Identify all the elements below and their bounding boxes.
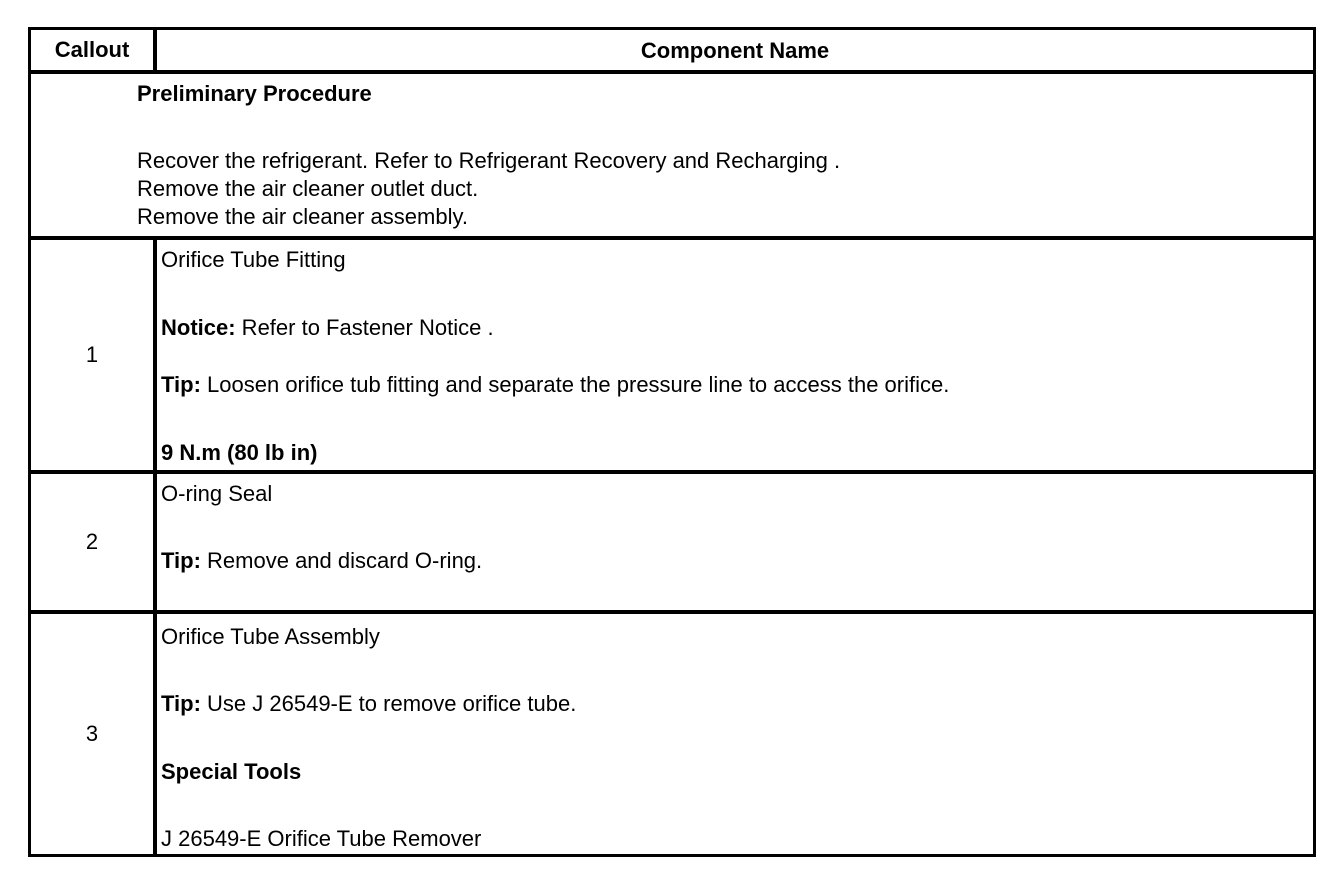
preliminary-title: Preliminary Procedure xyxy=(137,81,372,106)
torque-spec: 9 N.m (80 lb in) xyxy=(161,440,318,465)
callout-number: 1 xyxy=(85,342,99,367)
column-divider xyxy=(153,240,157,470)
preliminary-step: Recover the refrigerant. Refer to Refrigerant Recovery and Recharging . xyxy=(137,148,841,173)
tip-label: Tip: xyxy=(161,548,201,573)
tip-text: Remove and discard O-ring. xyxy=(200,548,483,573)
header-divider xyxy=(153,30,157,70)
header-component-name: Component Name xyxy=(640,38,830,63)
component-name: Orifice Tube Fitting xyxy=(161,247,346,272)
row-rule xyxy=(31,70,1313,74)
column-divider xyxy=(153,474,157,610)
preliminary-step: Remove the air cleaner assembly. xyxy=(137,204,468,229)
tip-line xyxy=(161,548,482,574)
tip-label: Tip: xyxy=(161,372,201,397)
special-tool-item: J 26549-E Orifice Tube Remover xyxy=(161,826,482,851)
component-name: Orifice Tube Assembly xyxy=(161,624,380,649)
column-divider xyxy=(153,614,157,854)
tip-text: Use J 26549-E to remove orifice tube. xyxy=(200,691,577,716)
row-rule xyxy=(31,470,1313,474)
preliminary-step: Remove the air cleaner outlet duct. xyxy=(137,176,479,201)
component-name: O-ring Seal xyxy=(161,481,273,506)
tip-line xyxy=(161,372,949,398)
callout-number: 2 xyxy=(85,529,99,554)
notice-label: Notice: xyxy=(161,315,236,340)
row-rule xyxy=(31,236,1313,240)
row-rule xyxy=(31,610,1313,614)
callout-number: 3 xyxy=(85,721,99,746)
notice-text: Refer to Fastener Notice . xyxy=(235,315,494,340)
tip-label: Tip: xyxy=(161,691,201,716)
special-tools-heading: Special Tools xyxy=(161,759,302,784)
tip-line xyxy=(161,691,576,717)
header-callout: Callout xyxy=(54,37,130,62)
notice-line xyxy=(161,315,494,341)
procedure-table xyxy=(28,27,1316,857)
tip-text: Loosen orifice tub fitting and separate the pressure line to access the orifice. xyxy=(200,372,950,397)
